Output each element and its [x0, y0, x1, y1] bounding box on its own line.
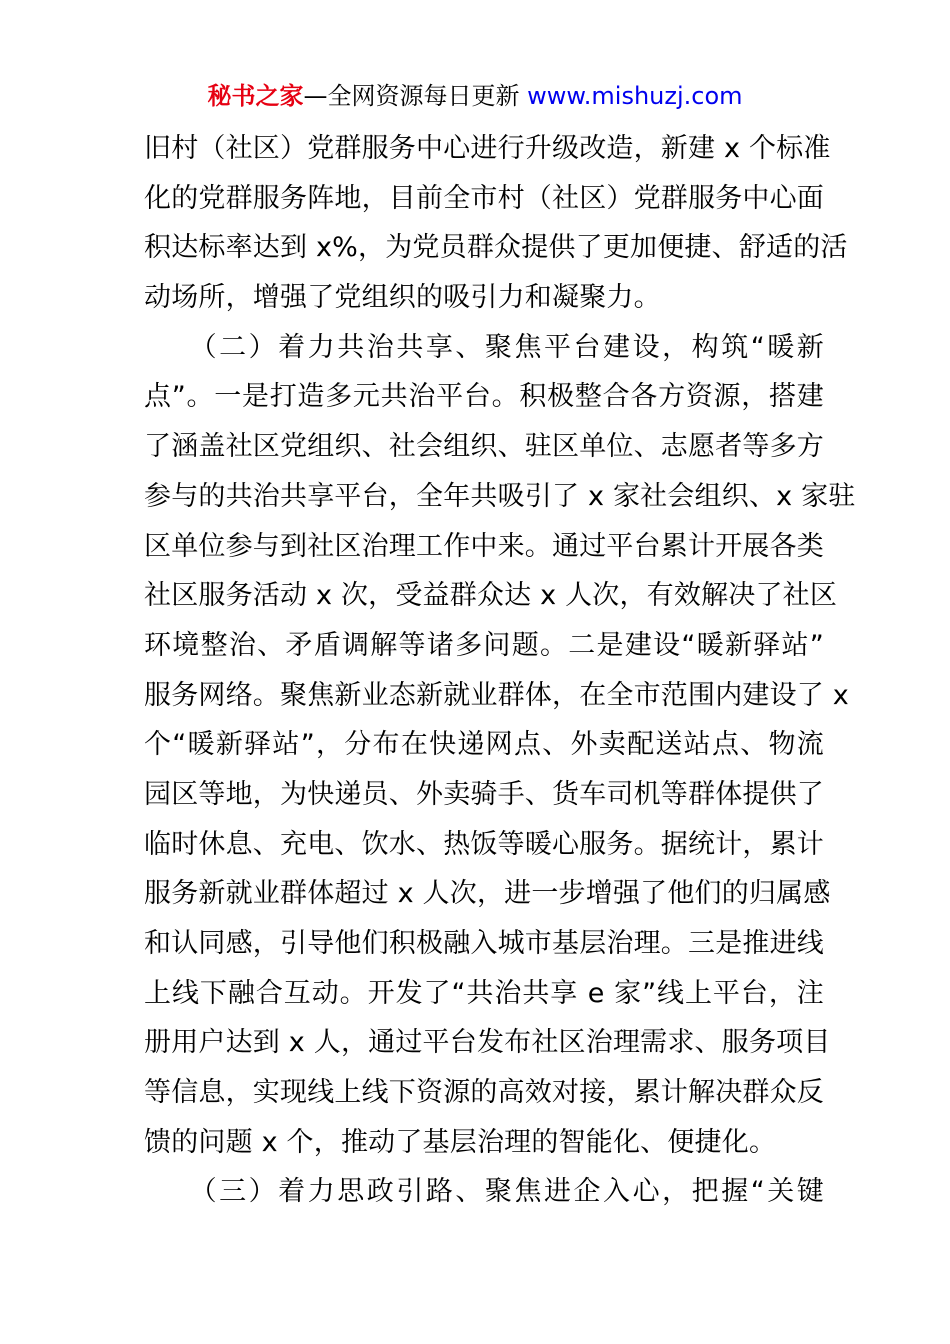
site-url-link[interactable]: www.mishuzj.com — [527, 82, 743, 110]
text-line: （二）着力共治共享、聚焦平台建设，构筑“暖新 — [144, 331, 824, 363]
text-line: 和认同感，引导他们积极融入城市基层治理。三是推进线 — [144, 928, 824, 959]
text-line: 服务新就业群体超过 x 人次，进一步增强了他们的归属感 — [144, 878, 831, 910]
text-line: 册用户达到 x 人，通过平台发布社区治理需求、服务项目 — [144, 1027, 831, 1059]
text-line: 区单位参与到社区治理工作中来。通过平台累计开展各类 — [144, 530, 824, 562]
text-line: 馈的问题 x 个，推动了基层治理的智能化、便捷化。 — [144, 1126, 777, 1158]
text-line: 环境整治、矛盾调解等诸多问题。二是建设“暖新驿站” — [144, 629, 824, 661]
text-line: （三）着力思政引路、聚焦进企入心，把握“关键 — [144, 1176, 824, 1208]
text-line: 园区等地，为快递员、外卖骑手、货车司机等群体提供了 — [144, 778, 824, 810]
text-line: 服务网络。聚焦新业态新就业群体，在全市范围内建设了 x — [144, 679, 849, 711]
text-line: 等信息，实现线上线下资源的高效对接，累计解决群众反 — [144, 1077, 824, 1109]
text-line: 动场所，增强了党组织的吸引力和凝聚力。 — [144, 282, 661, 314]
text-line: 临时休息、充电、饮水、热饭等暖心服务。据统计，累计 — [144, 828, 824, 860]
text-line: 点”。一是打造多元共治平台。积极整合各方资源，搭建 — [144, 381, 824, 413]
text-line: 积达标率达到 x%，为党员群众提供了更加便捷、舒适的活 — [144, 232, 848, 264]
text-line: 参与的共治共享平台，全年共吸引了 x 家社会组织、x 家驻 — [144, 480, 856, 512]
text-line: 了涵盖社区党组织、社会组织、驻区单位、志愿者等多方 — [144, 431, 824, 463]
text-line: 上线下融合互动。开发了“共治共享 e 家”线上平台，注 — [144, 977, 824, 1009]
document-body — [144, 124, 856, 1217]
text-line: 旧村（社区）党群服务中心进行升级改造，新建 x 个标准 — [144, 133, 831, 164]
site-tagline: —全网资源每日更新 — [303, 82, 520, 110]
text-line: 个“暖新驿站”，分布在快递网点、外卖配送站点、物流 — [144, 729, 824, 761]
text-line: 社区服务活动 x 次，受益群众达 x 人次，有效解决了社区 — [144, 580, 838, 612]
site-brand: 秘书之家 — [207, 82, 304, 110]
text-line: 化的党群服务阵地，目前全市村（社区）党群服务中心面 — [144, 182, 824, 214]
site-header — [0, 80, 950, 112]
